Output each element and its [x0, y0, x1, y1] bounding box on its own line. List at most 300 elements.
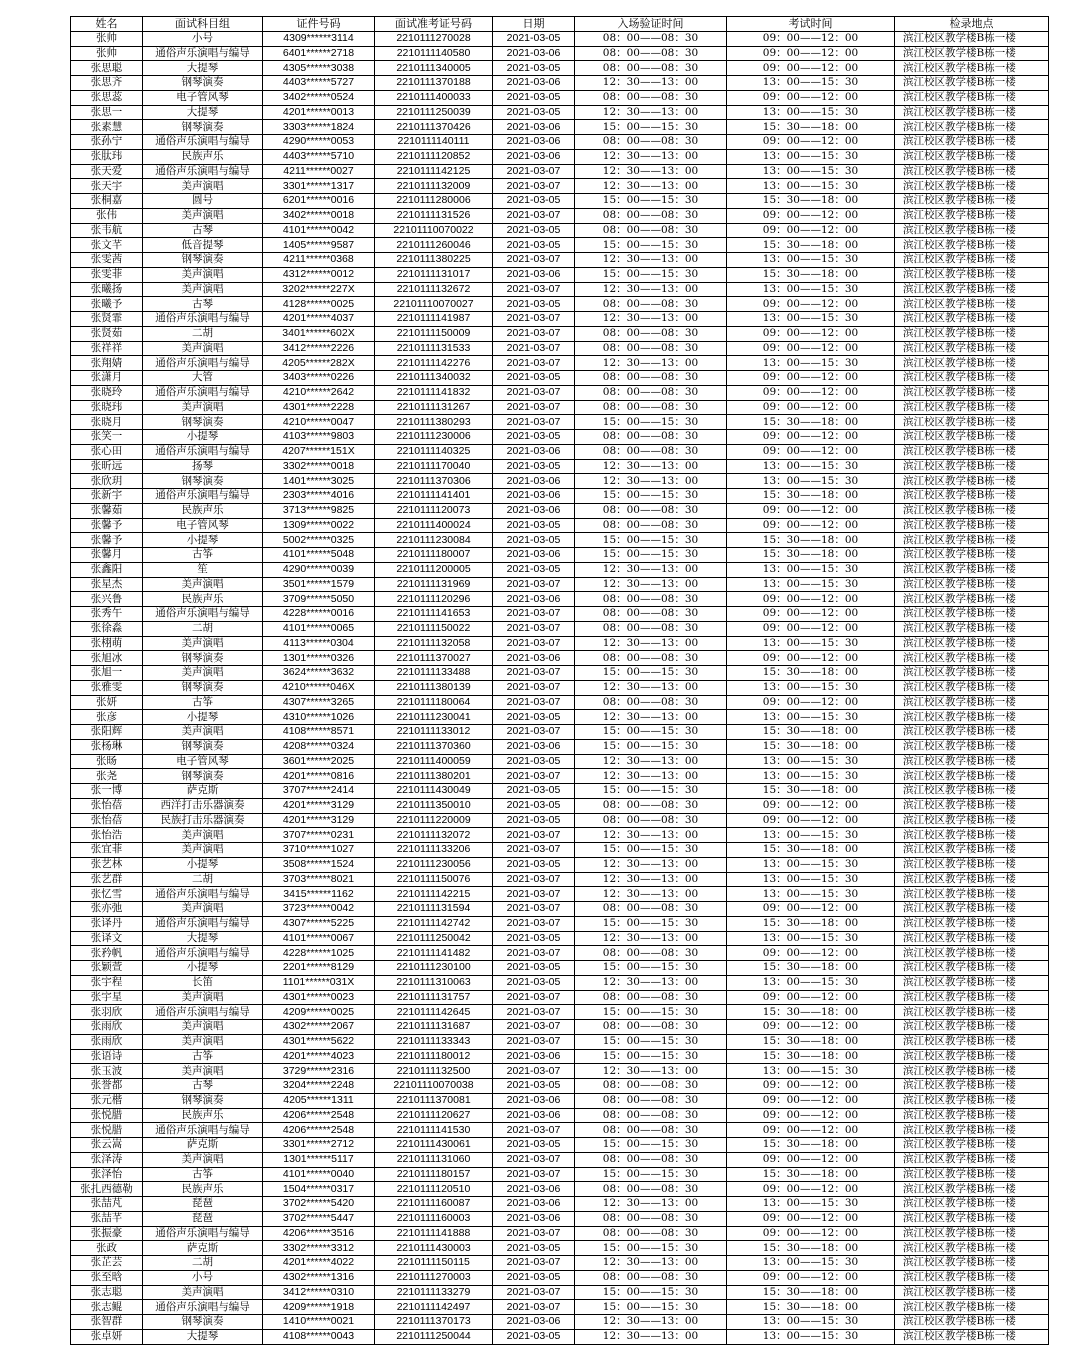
cell-exam-time: 13：00——15：30: [727, 474, 895, 489]
cell-location: 滨江校区教学楼B栋一楼: [895, 902, 1049, 917]
cell-subject: 民族打击乐器演奏: [143, 813, 263, 828]
table-row: [71, 1197, 1049, 1212]
cell-exam-time: 15：30——18：00: [727, 1005, 895, 1020]
cell-location: 滨江校区教学楼B栋一楼: [895, 238, 1049, 253]
cell-subject: 钢琴演奏: [143, 651, 263, 666]
cell-date: 2021-03-05: [493, 961, 575, 976]
cell-name: 张雯菲: [71, 267, 143, 282]
cell-subject: 钢琴演奏: [143, 769, 263, 784]
cell-location: 滨江校区教学楼B栋一楼: [895, 1182, 1049, 1197]
cell-location: 滨江校区教学楼B栋一楼: [895, 1300, 1049, 1315]
cell-location: 滨江校区教学楼B栋一楼: [895, 680, 1049, 695]
cell-name: 张馨予: [71, 518, 143, 533]
table-row: [71, 503, 1049, 518]
table-row: [71, 990, 1049, 1005]
cell-date: 2021-03-05: [493, 710, 575, 725]
table-row: [71, 946, 1049, 961]
cell-location: 滨江校区教学楼B栋一楼: [895, 356, 1049, 371]
cell-location: 滨江校区教学楼B栋一楼: [895, 1256, 1049, 1271]
cell-admission-number: 2210111141832: [375, 385, 493, 400]
cell-id-number: 1410******0021: [263, 1315, 375, 1330]
cell-exam-time: 15：30——18：00: [727, 1300, 895, 1315]
table-row: [71, 1226, 1049, 1241]
cell-date: 2021-03-07: [493, 1152, 575, 1167]
cell-location: 滨江校区教学楼B栋一楼: [895, 725, 1049, 740]
cell-id-number: 3624******3632: [263, 666, 375, 681]
cell-subject: 美声演唱: [143, 208, 263, 223]
cell-exam-time: 13：00——15：30: [727, 872, 895, 887]
table-row: [71, 754, 1049, 769]
cell-subject: 通俗声乐演唱与编导: [143, 607, 263, 622]
cell-exam-time: 09：00——12：00: [727, 1226, 895, 1241]
cell-name: 张悦腊: [71, 1123, 143, 1138]
cell-id-number: 3702******5420: [263, 1197, 375, 1212]
cell-check-in-time: 15：00——15：30: [575, 1005, 727, 1020]
cell-subject: 笙: [143, 562, 263, 577]
cell-subject: 古筝: [143, 1049, 263, 1064]
cell-subject: 通俗声乐演唱与编导: [143, 1300, 263, 1315]
table-row: [71, 120, 1049, 135]
cell-id-number: 4301******2228: [263, 400, 375, 415]
cell-date: 2021-03-06: [493, 1211, 575, 1226]
table-row: [71, 267, 1049, 282]
cell-subject: 钢琴演奏: [143, 474, 263, 489]
cell-id-number: 4101******0040: [263, 1167, 375, 1182]
cell-admission-number: 2210111131594: [375, 902, 493, 917]
exam-schedule-table: [70, 16, 1049, 1345]
table-row: [71, 1182, 1049, 1197]
cell-location: 滨江校区教学楼B栋一楼: [895, 651, 1049, 666]
cell-check-in-time: 12：30——13：00: [575, 636, 727, 651]
cell-name: 张贤茹: [71, 326, 143, 341]
table-row: [71, 444, 1049, 459]
cell-admission-number: 2210111131969: [375, 577, 493, 592]
cell-subject: 通俗声乐演唱与编导: [143, 1226, 263, 1241]
cell-check-in-time: 08：00——08：30: [575, 813, 727, 828]
cell-date: 2021-03-05: [493, 1079, 575, 1094]
cell-name: 张忆雪: [71, 887, 143, 902]
cell-location: 滨江校区教学楼B栋一楼: [895, 1020, 1049, 1035]
col-header-name: 姓名: [71, 17, 143, 32]
cell-exam-time: 13：00——15：30: [727, 754, 895, 769]
cell-exam-time: 15：30——18：00: [727, 1049, 895, 1064]
cell-exam-time: 13：00——15：30: [727, 149, 895, 164]
col-header-subject: 面试科目组: [143, 17, 263, 32]
cell-subject: 钢琴演奏: [143, 120, 263, 135]
cell-name: 张帅: [71, 31, 143, 46]
cell-exam-time: 09：00——12：00: [727, 385, 895, 400]
cell-date: 2021-03-07: [493, 621, 575, 636]
cell-subject: 通俗声乐演唱与编导: [143, 135, 263, 150]
cell-date: 2021-03-05: [493, 238, 575, 253]
cell-exam-time: 15：30——18：00: [727, 1285, 895, 1300]
cell-subject: 民族声乐: [143, 592, 263, 607]
cell-date: 2021-03-07: [493, 828, 575, 843]
cell-admission-number: 2210111120073: [375, 503, 493, 518]
cell-id-number: 2201******8129: [263, 961, 375, 976]
cell-subject: 美声演唱: [143, 725, 263, 740]
cell-location: 滨江校区教学楼B栋一楼: [895, 946, 1049, 961]
cell-exam-time: 15：30——18：00: [727, 843, 895, 858]
cell-exam-time: 09：00——12：00: [727, 400, 895, 415]
cell-location: 滨江校区教学楼B栋一楼: [895, 503, 1049, 518]
cell-exam-time: 09：00——12：00: [727, 61, 895, 76]
cell-check-in-time: 15：00——15：30: [575, 1285, 727, 1300]
table-row: [71, 1123, 1049, 1138]
cell-admission-number: 2210111370306: [375, 474, 493, 489]
cell-location: 滨江校区教学楼B栋一楼: [895, 636, 1049, 651]
cell-id-number: 4101******0042: [263, 223, 375, 238]
cell-admission-number: 2210111131533: [375, 341, 493, 356]
cell-admission-number: 2210111270003: [375, 1270, 493, 1285]
cell-check-in-time: 15：00——15：30: [575, 1167, 727, 1182]
cell-date: 2021-03-05: [493, 371, 575, 386]
cell-location: 滨江校区教学楼B栋一楼: [895, 931, 1049, 946]
cell-name: 张翔婧: [71, 356, 143, 371]
table-row: [71, 31, 1049, 46]
cell-date: 2021-03-07: [493, 208, 575, 223]
cell-admission-number: 22101110070038: [375, 1079, 493, 1094]
cell-admission-number: 2210111133343: [375, 1034, 493, 1049]
cell-check-in-time: 15：00——15：30: [575, 666, 727, 681]
cell-check-in-time: 12：30——13：00: [575, 887, 727, 902]
cell-name: 张宜菲: [71, 843, 143, 858]
cell-name: 张艺群: [71, 872, 143, 887]
exam-schedule-sheet: [70, 16, 1049, 1345]
cell-check-in-time: 08：00——08：30: [575, 297, 727, 312]
table-row: [71, 149, 1049, 164]
table-row: [71, 961, 1049, 976]
cell-exam-time: 09：00——12：00: [727, 798, 895, 813]
cell-admission-number: 2210111131757: [375, 990, 493, 1005]
cell-exam-time: 15：30——18：00: [727, 1241, 895, 1256]
cell-name: 张译文: [71, 931, 143, 946]
cell-name: 张雨欣: [71, 1034, 143, 1049]
table-row: [71, 872, 1049, 887]
cell-date: 2021-03-07: [493, 385, 575, 400]
cell-exam-time: 13：00——15：30: [727, 356, 895, 371]
cell-id-number: 4206******2548: [263, 1108, 375, 1123]
cell-exam-time: 13：00——15：30: [727, 76, 895, 91]
cell-location: 滨江校区教学楼B栋一楼: [895, 666, 1049, 681]
cell-subject: 小提琴: [143, 857, 263, 872]
cell-admission-number: 2210111350010: [375, 798, 493, 813]
cell-location: 滨江校区教学楼B栋一楼: [895, 857, 1049, 872]
cell-id-number: 4201******4037: [263, 312, 375, 327]
cell-date: 2021-03-07: [493, 1167, 575, 1182]
cell-exam-time: 13：00——15：30: [727, 887, 895, 902]
cell-name: 张桐嘉: [71, 194, 143, 209]
cell-exam-time: 09：00——12：00: [727, 1152, 895, 1167]
cell-date: 2021-03-05: [493, 1270, 575, 1285]
cell-exam-time: 13：00——15：30: [727, 179, 895, 194]
cell-name: 张尧: [71, 769, 143, 784]
cell-check-in-time: 15：00——15：30: [575, 1138, 727, 1153]
cell-subject: 大提琴: [143, 105, 263, 120]
cell-location: 滨江校区教学楼B栋一楼: [895, 1079, 1049, 1094]
cell-location: 滨江校区教学楼B栋一楼: [895, 46, 1049, 61]
cell-admission-number: 2210111133012: [375, 725, 493, 740]
cell-date: 2021-03-07: [493, 887, 575, 902]
cell-id-number: 3707******2414: [263, 784, 375, 799]
cell-admission-number: 22101110070027: [375, 297, 493, 312]
cell-exam-time: 09：00——12：00: [727, 592, 895, 607]
table-row: [71, 105, 1049, 120]
table-row: [71, 385, 1049, 400]
cell-check-in-time: 12：30——13：00: [575, 1315, 727, 1330]
cell-subject: 电子管风琴: [143, 90, 263, 105]
cell-date: 2021-03-07: [493, 1256, 575, 1271]
cell-check-in-time: 15：00——15：30: [575, 120, 727, 135]
cell-location: 滨江校区教学楼B栋一楼: [895, 371, 1049, 386]
cell-check-in-time: 15：00——15：30: [575, 843, 727, 858]
cell-date: 2021-03-07: [493, 725, 575, 740]
cell-admission-number: 2210111270028: [375, 31, 493, 46]
cell-location: 滨江校区教学楼B栋一楼: [895, 1285, 1049, 1300]
table-row: [71, 592, 1049, 607]
cell-exam-time: 15：30——18：00: [727, 725, 895, 740]
cell-name: 张天爱: [71, 164, 143, 179]
cell-name: 张元楷: [71, 1093, 143, 1108]
cell-admission-number: 2210111260046: [375, 238, 493, 253]
cell-location: 滨江校区教学楼B栋一楼: [895, 887, 1049, 902]
cell-id-number: 1405******9587: [263, 238, 375, 253]
cell-name: 张天宇: [71, 179, 143, 194]
cell-exam-time: 09：00——12：00: [727, 651, 895, 666]
cell-check-in-time: 12：30——13：00: [575, 459, 727, 474]
cell-exam-time: 09：00——12：00: [727, 326, 895, 341]
cell-location: 滨江校区教学楼B栋一楼: [895, 916, 1049, 931]
cell-subject: 小号: [143, 31, 263, 46]
cell-check-in-time: 08：00——08：30: [575, 341, 727, 356]
cell-subject: 美声演唱: [143, 1064, 263, 1079]
cell-exam-time: 13：00——15：30: [727, 282, 895, 297]
cell-id-number: 3403******0226: [263, 371, 375, 386]
cell-name: 张至晗: [71, 1270, 143, 1285]
cell-id-number: 4307******5225: [263, 916, 375, 931]
table-row: [71, 1108, 1049, 1123]
cell-check-in-time: 08：00——08：30: [575, 326, 727, 341]
cell-admission-number: 2210111400059: [375, 754, 493, 769]
cell-admission-number: 2210111250039: [375, 105, 493, 120]
cell-id-number: 3702******5447: [263, 1211, 375, 1226]
cell-admission-number: 2210111132672: [375, 282, 493, 297]
table-row: [71, 798, 1049, 813]
cell-date: 2021-03-05: [493, 975, 575, 990]
table-row: [71, 887, 1049, 902]
cell-admission-number: 2210111230041: [375, 710, 493, 725]
cell-date: 2021-03-05: [493, 194, 575, 209]
cell-check-in-time: 12：30——13：00: [575, 164, 727, 179]
cell-admission-number: 2210111250044: [375, 1329, 493, 1344]
cell-id-number: 4290******0053: [263, 135, 375, 150]
cell-check-in-time: 12：30——13：00: [575, 828, 727, 843]
cell-location: 滨江校区教学楼B栋一楼: [895, 621, 1049, 636]
cell-name: 张羽欣: [71, 1005, 143, 1020]
table-row: [71, 208, 1049, 223]
cell-date: 2021-03-07: [493, 1123, 575, 1138]
cell-admission-number: 2210111230084: [375, 533, 493, 548]
cell-check-in-time: 08：00——08：30: [575, 1182, 727, 1197]
cell-exam-time: 09：00——12：00: [727, 371, 895, 386]
table-row: [71, 282, 1049, 297]
cell-exam-time: 09：00——12：00: [727, 1211, 895, 1226]
cell-location: 滨江校区教学楼B栋一楼: [895, 784, 1049, 799]
cell-check-in-time: 12：30——13：00: [575, 474, 727, 489]
cell-check-in-time: 08：00——08：30: [575, 31, 727, 46]
table-row: [71, 518, 1049, 533]
cell-check-in-time: 08：00——08：30: [575, 902, 727, 917]
cell-admission-number: 2210111340032: [375, 371, 493, 386]
table-row: [71, 533, 1049, 548]
cell-name: 张志鲲: [71, 1300, 143, 1315]
cell-admission-number: 2210111133488: [375, 666, 493, 681]
cell-exam-time: 13：00——15：30: [727, 1064, 895, 1079]
cell-check-in-time: 08：00——08：30: [575, 621, 727, 636]
cell-date: 2021-03-06: [493, 76, 575, 91]
cell-exam-time: 09：00——12：00: [727, 902, 895, 917]
cell-name: 张思蕊: [71, 90, 143, 105]
cell-subject: 民族声乐: [143, 149, 263, 164]
cell-id-number: 4108******8571: [263, 725, 375, 740]
cell-check-in-time: 08：00——08：30: [575, 1108, 727, 1123]
cell-location: 滨江校区教学楼B栋一楼: [895, 489, 1049, 504]
cell-admission-number: 2210111370027: [375, 651, 493, 666]
cell-admission-number: 2210111180012: [375, 1049, 493, 1064]
cell-date: 2021-03-06: [493, 267, 575, 282]
cell-date: 2021-03-07: [493, 946, 575, 961]
cell-location: 滨江校区教学楼B栋一楼: [895, 548, 1049, 563]
table-row: [71, 784, 1049, 799]
cell-id-number: 3508******1524: [263, 857, 375, 872]
cell-admission-number: 2210111141401: [375, 489, 493, 504]
table-row: [71, 1211, 1049, 1226]
cell-name: 张旭一: [71, 666, 143, 681]
cell-check-in-time: 08：00——08：30: [575, 1226, 727, 1241]
cell-subject: 萨克斯: [143, 784, 263, 799]
cell-check-in-time: 15：00——15：30: [575, 489, 727, 504]
cell-subject: 扬琴: [143, 459, 263, 474]
cell-location: 滨江校区教学楼B栋一楼: [895, 1211, 1049, 1226]
cell-date: 2021-03-07: [493, 1020, 575, 1035]
cell-date: 2021-03-07: [493, 164, 575, 179]
cell-admission-number: 2210111380293: [375, 415, 493, 430]
cell-check-in-time: 15：00——15：30: [575, 739, 727, 754]
cell-id-number: 4201******4022: [263, 1256, 375, 1271]
cell-name: 张新宇: [71, 489, 143, 504]
cell-exam-time: 13：00——15：30: [727, 931, 895, 946]
cell-name: 张芷芸: [71, 1256, 143, 1271]
cell-admission-number: 2210111340005: [375, 61, 493, 76]
cell-location: 滨江校区教学楼B栋一楼: [895, 105, 1049, 120]
cell-location: 滨江校区教学楼B栋一楼: [895, 607, 1049, 622]
cell-exam-time: 15：30——18：00: [727, 666, 895, 681]
cell-date: 2021-03-05: [493, 1241, 575, 1256]
cell-name: 张雯茜: [71, 253, 143, 268]
cell-subject: 大提琴: [143, 61, 263, 76]
table-row: [71, 577, 1049, 592]
table-row: [71, 1049, 1049, 1064]
cell-exam-time: 09：00——12：00: [727, 90, 895, 105]
cell-admission-number: 2210111132009: [375, 179, 493, 194]
cell-check-in-time: 15：00——15：30: [575, 1241, 727, 1256]
cell-date: 2021-03-06: [493, 120, 575, 135]
cell-name: 张晓月: [71, 415, 143, 430]
cell-location: 滨江校区教学楼B栋一楼: [895, 533, 1049, 548]
cell-admission-number: 2210111220009: [375, 813, 493, 828]
cell-location: 滨江校区教学楼B栋一楼: [895, 1123, 1049, 1138]
cell-id-number: 4206******3516: [263, 1226, 375, 1241]
cell-subject: 美声演唱: [143, 179, 263, 194]
cell-subject: 古筝: [143, 548, 263, 563]
cell-id-number: 4302******2067: [263, 1020, 375, 1035]
header-row: [71, 17, 1049, 32]
cell-id-number: 3709******5050: [263, 592, 375, 607]
cell-id-number: 4201******0816: [263, 769, 375, 784]
cell-date: 2021-03-05: [493, 857, 575, 872]
cell-exam-time: 13：00——15：30: [727, 1256, 895, 1271]
cell-date: 2021-03-07: [493, 695, 575, 710]
cell-subject: 二胡: [143, 621, 263, 636]
cell-subject: 美声演唱: [143, 843, 263, 858]
cell-admission-number: 2210111140325: [375, 444, 493, 459]
cell-exam-time: 09：00——12：00: [727, 695, 895, 710]
cell-check-in-time: 08：00——08：30: [575, 1093, 727, 1108]
cell-subject: 低音提琴: [143, 238, 263, 253]
cell-date: 2021-03-05: [493, 297, 575, 312]
table-row: [71, 902, 1049, 917]
cell-subject: 通俗声乐演唱与编导: [143, 444, 263, 459]
cell-name: 张卓妍: [71, 1329, 143, 1344]
cell-admission-number: 2210111131060: [375, 1152, 493, 1167]
cell-exam-time: 13：00——15：30: [727, 1329, 895, 1344]
cell-subject: 长笛: [143, 975, 263, 990]
cell-id-number: 4101******0067: [263, 931, 375, 946]
cell-exam-time: 13：00——15：30: [727, 769, 895, 784]
cell-name: 张昕远: [71, 459, 143, 474]
cell-date: 2021-03-05: [493, 31, 575, 46]
cell-check-in-time: 08：00——08：30: [575, 946, 727, 961]
cell-location: 滨江校区教学楼B栋一楼: [895, 31, 1049, 46]
table-row: [71, 46, 1049, 61]
cell-id-number: 1101******031X: [263, 975, 375, 990]
cell-name: 张思齐: [71, 76, 143, 91]
cell-check-in-time: 08：00——08：30: [575, 607, 727, 622]
cell-location: 滨江校区教学楼B栋一楼: [895, 872, 1049, 887]
cell-subject: 通俗声乐演唱与编导: [143, 164, 263, 179]
cell-subject: 大提琴: [143, 931, 263, 946]
cell-name: 张栩萌: [71, 636, 143, 651]
cell-location: 滨江校区教学楼B栋一楼: [895, 1138, 1049, 1153]
cell-date: 2021-03-06: [493, 592, 575, 607]
cell-date: 2021-03-05: [493, 430, 575, 445]
cell-exam-time: 09：00——12：00: [727, 341, 895, 356]
cell-subject: 萨克斯: [143, 1138, 263, 1153]
cell-check-in-time: 12：30——13：00: [575, 872, 727, 887]
cell-admission-number: 2210111131687: [375, 1020, 493, 1035]
cell-date: 2021-03-07: [493, 843, 575, 858]
cell-subject: 民族声乐: [143, 503, 263, 518]
cell-admission-number: 2210111142742: [375, 916, 493, 931]
cell-name: 张雨欣: [71, 1020, 143, 1035]
cell-exam-time: 09：00——12：00: [727, 518, 895, 533]
cell-admission-number: 2210111430003: [375, 1241, 493, 1256]
cell-name: 张玉波: [71, 1064, 143, 1079]
cell-subject: 通俗声乐演唱与编导: [143, 46, 263, 61]
cell-exam-time: 13：00——15：30: [727, 105, 895, 120]
cell-name: 张素慧: [71, 120, 143, 135]
cell-check-in-time: 12：30——13：00: [575, 312, 727, 327]
